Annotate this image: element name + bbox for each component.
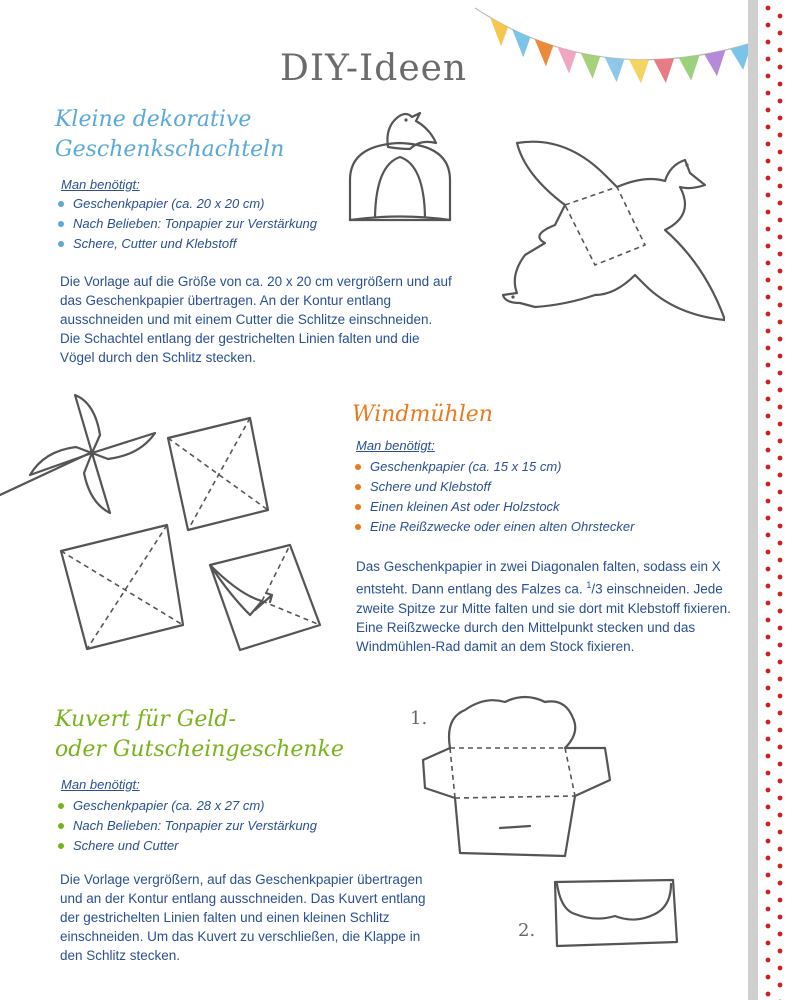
decor-dot <box>778 439 783 444</box>
decor-dot <box>766 720 771 725</box>
decor-dot <box>778 677 783 682</box>
list-item: Nach Belieben: Tonpapier zur Verstärkung <box>57 214 455 234</box>
decor-dot <box>766 686 771 691</box>
section-title-line1: Kuvert für Geld- <box>55 707 236 732</box>
decor-dot <box>766 499 771 504</box>
bunting-garland <box>470 0 760 110</box>
decor-dot <box>778 371 783 376</box>
decor-dot <box>766 788 771 793</box>
materials-list <box>354 457 732 537</box>
decor-dot <box>778 337 783 342</box>
bunting-flag <box>654 58 674 83</box>
decor-dot <box>778 99 783 104</box>
materials-list <box>57 796 455 856</box>
decor-dot <box>778 609 783 614</box>
decor-dot <box>766 771 771 776</box>
decor-dot <box>778 728 783 733</box>
decor-dot <box>766 516 771 521</box>
decor-dot <box>778 490 783 495</box>
decor-dot <box>766 227 771 232</box>
section-title: Windmühlen <box>352 402 493 427</box>
decor-dot <box>778 116 783 121</box>
decor-dot <box>778 167 783 172</box>
bullet-icon <box>58 823 64 829</box>
decor-dot <box>778 133 783 138</box>
decor-dot <box>778 303 783 308</box>
envelope-closed <box>545 870 685 960</box>
decor-dot <box>778 694 783 699</box>
decor-dot <box>766 125 771 130</box>
decor-dot <box>766 380 771 385</box>
side-stripe <box>748 0 758 1000</box>
decor-dot <box>766 312 771 317</box>
decor-dot <box>766 159 771 164</box>
bullet-icon <box>58 221 64 227</box>
decor-dot <box>778 405 783 410</box>
decor-dot <box>766 6 771 11</box>
decor-dot <box>778 983 783 988</box>
decor-dot <box>778 65 783 70</box>
decor-dot <box>778 830 783 835</box>
bullet-icon <box>58 843 64 849</box>
needs-label: Man benötigt: <box>356 438 435 453</box>
decor-dot <box>766 975 771 980</box>
bunting-flag <box>490 17 508 46</box>
decor-dot <box>766 805 771 810</box>
decor-dot <box>778 422 783 427</box>
decor-dot <box>766 57 771 62</box>
step-2-number: 2. <box>518 920 536 941</box>
list-item: Schere, Cutter und Klebstoff <box>57 234 455 254</box>
fold-step-3 <box>200 535 340 665</box>
list-item: Einen kleinen Ast oder Holzstock <box>354 497 732 517</box>
fold-step-2 <box>55 515 220 655</box>
decor-dot <box>766 703 771 708</box>
dotted-border <box>758 0 792 1000</box>
decor-dot <box>778 847 783 852</box>
decor-dot <box>778 82 783 87</box>
decor-dot <box>778 235 783 240</box>
bunting-flag <box>679 55 700 80</box>
page-title: DIY-Ideen <box>280 48 468 89</box>
list-item: Geschenkpapier (ca. 28 x 27 cm) <box>57 796 455 816</box>
bullet-icon <box>355 524 361 530</box>
decor-dot <box>766 907 771 912</box>
decor-dot <box>766 669 771 674</box>
decor-dot <box>778 881 783 886</box>
decor-dot <box>778 541 783 546</box>
decor-dot <box>778 932 783 937</box>
decor-dot <box>778 813 783 818</box>
decor-dot <box>778 201 783 206</box>
instructions-text: Die Vorlage vergrößern, auf das Geschenkpapier übertragen und an der Kontur entlang ausschneiden. Das Kuvert entlang der gestrichelten Linien falten und einen kleinen Schlitz einschneiden. Um das Kuvert zu verschließen, die Klappe in den Schlitz stecken. <box>60 872 426 963</box>
decor-dot <box>766 431 771 436</box>
envelope-template <box>415 688 615 868</box>
decor-dot <box>766 482 771 487</box>
decor-dot <box>778 966 783 971</box>
decor-dot <box>778 473 783 478</box>
decor-dot <box>766 924 771 929</box>
decor-dot <box>766 618 771 623</box>
decor-dot <box>778 711 783 716</box>
bunting-flag <box>512 29 530 57</box>
decor-dot <box>778 745 783 750</box>
decor-dot <box>766 652 771 657</box>
decor-dot <box>778 524 783 529</box>
bunting-flag <box>704 50 725 76</box>
decor-dot <box>766 839 771 844</box>
bullet-icon <box>58 241 64 247</box>
decor-dot <box>766 193 771 198</box>
section-title-line1: Kleine dekorative <box>55 107 252 132</box>
bullet-icon <box>355 484 361 490</box>
section-envelope <box>55 705 455 856</box>
step-1-number: 1. <box>410 708 428 729</box>
section-windmills <box>352 400 732 537</box>
decor-dot <box>766 210 771 215</box>
bunting-flag <box>535 39 554 66</box>
decor-dot <box>778 915 783 920</box>
bullet-icon <box>355 464 361 470</box>
decor-dot <box>766 941 771 946</box>
decor-dot <box>766 958 771 963</box>
list-item: Schere und Klebstoff <box>354 477 732 497</box>
decor-dot <box>766 278 771 283</box>
decor-dot <box>766 40 771 45</box>
decor-dot <box>778 320 783 325</box>
decor-dot <box>766 91 771 96</box>
decor-dot <box>766 873 771 878</box>
section-title-line2: oder Gutscheingeschenke <box>55 737 344 762</box>
decor-dot <box>766 244 771 249</box>
decor-dot <box>766 346 771 351</box>
decor-dot <box>766 363 771 368</box>
decor-dot <box>766 754 771 759</box>
decor-dot <box>778 558 783 563</box>
decor-dot <box>766 533 771 538</box>
decor-dot <box>766 465 771 470</box>
decor-dot <box>778 456 783 461</box>
decor-dot <box>766 567 771 572</box>
decor-dot <box>778 48 783 53</box>
decor-dot <box>778 354 783 359</box>
decor-dot <box>778 660 783 665</box>
decor-dot <box>766 992 771 997</box>
bullet-icon <box>355 504 361 510</box>
decor-dot <box>778 286 783 291</box>
gift-box-template <box>495 135 725 335</box>
decor-dot <box>766 74 771 79</box>
decor-dot <box>778 762 783 767</box>
instructions-text: Das Geschenkpapier in zwei Diagonalen falten, sodass ein X entsteht. Dann entlang des Falzes ca. $^1$/3 einschneiden. Jede zweite Spitze zur Mitte falten und sie dort mit Klebstoff fixieren. Eine Reißzwecke durch den Mittelpunkt stecken und das Windmühlen-Rad damit an dem Stock fixieren. <box>356 559 731 654</box>
decor-dot <box>766 635 771 640</box>
bunting-flag <box>605 57 625 82</box>
decor-dot <box>778 643 783 648</box>
list-item: Eine Reißzwecke oder einen alten Ohrstecker <box>354 517 732 537</box>
decor-dot <box>778 779 783 784</box>
decor-dot <box>766 448 771 453</box>
decor-dot <box>778 507 783 512</box>
gift-box-illustration <box>340 105 480 235</box>
decor-dot <box>766 23 771 28</box>
instructions-text: Die Vorlage auf die Größe von ca. 20 x 20 cm vergrößern und auf das Geschenkpapier übertragen. An der Kontur entlang ausschneiden und mit einem Cutter die Schlitze einschneiden. Die Schachtel entlang der gestrichelten Linien falten und die Vögel durch den Schlitz stecken. <box>60 274 452 365</box>
decor-dot <box>766 856 771 861</box>
needs-label: Man benötigt: <box>61 777 140 792</box>
decor-dot <box>766 261 771 266</box>
decor-dot <box>778 388 783 393</box>
decor-dot <box>766 737 771 742</box>
decor-dot <box>766 295 771 300</box>
decor-dot <box>766 108 771 113</box>
decor-dot <box>766 601 771 606</box>
needs-label: Man benötigt: <box>61 177 140 192</box>
decor-dot <box>766 414 771 419</box>
decor-dot <box>778 575 783 580</box>
pinwheel-illustration <box>0 385 175 525</box>
decor-dot <box>778 252 783 257</box>
bunting-flag <box>581 53 600 79</box>
decor-dot <box>778 14 783 19</box>
list-item: Nach Belieben: Tonpapier zur Verstärkung <box>57 816 455 836</box>
decor-dot <box>766 142 771 147</box>
list-item: Geschenkpapier (ca. 20 x 20 cm) <box>57 194 455 214</box>
bunting-flag <box>629 59 649 83</box>
bullet-icon <box>58 201 64 207</box>
section-title-line2: Geschenkschachteln <box>55 137 285 162</box>
decor-dot <box>778 218 783 223</box>
decor-dot <box>766 329 771 334</box>
decor-dot <box>778 184 783 189</box>
decor-dot <box>778 269 783 274</box>
bullet-icon <box>58 803 64 809</box>
decor-dot <box>766 176 771 181</box>
decor-dot <box>766 822 771 827</box>
decor-dot <box>778 949 783 954</box>
decor-dot <box>778 592 783 597</box>
decor-dot <box>778 626 783 631</box>
section-title <box>55 705 455 765</box>
decor-dot <box>778 898 783 903</box>
list-item: Schere und Cutter <box>57 836 455 856</box>
decor-dot <box>778 150 783 155</box>
decor-dot <box>778 796 783 801</box>
decor-dot <box>766 397 771 402</box>
decor-dot <box>766 890 771 895</box>
decor-dot <box>766 584 771 589</box>
list-item: Geschenkpapier (ca. 15 x 15 cm) <box>354 457 732 477</box>
decor-dot <box>778 31 783 36</box>
decor-dot <box>778 864 783 869</box>
decor-dot <box>766 550 771 555</box>
